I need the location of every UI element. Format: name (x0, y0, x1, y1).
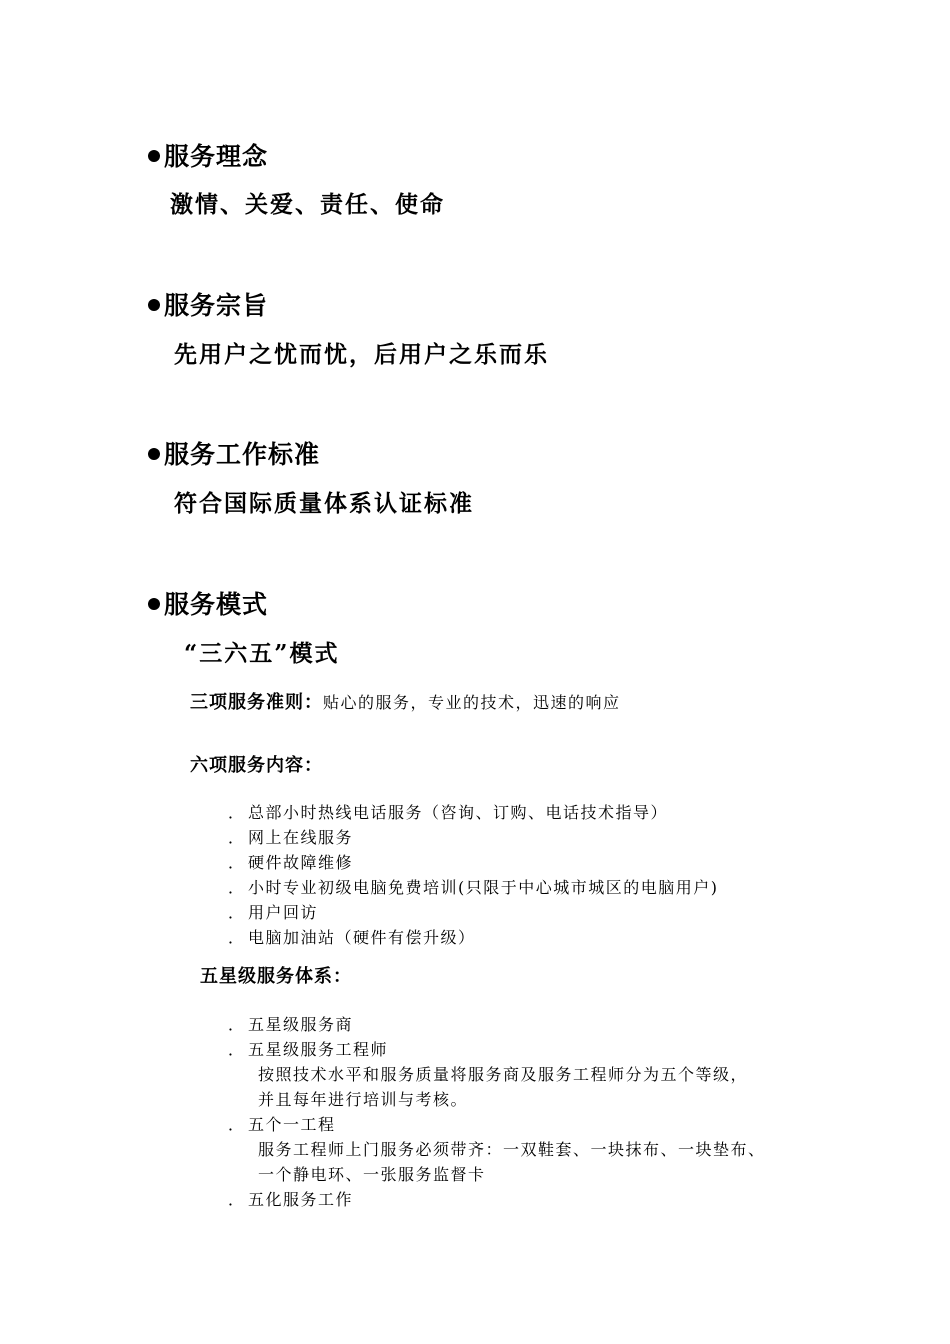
section-text-purpose: 先用户之忧而忧，后用户之乐而乐 (174, 341, 549, 368)
mode-subtitle: “三六五”模式 (184, 640, 340, 667)
five-star-label: 五星级服务体系： (200, 966, 352, 987)
list-item: ． 五星级服务工程师 (228, 1040, 389, 1059)
list-item: ． 硬件故障维修 (228, 853, 354, 872)
section-title-mode: 服务模式 (148, 585, 268, 621)
bullet-icon (148, 448, 160, 460)
list-item: ． 总部小时热线电话服务（咨询、订购、电话技术指导） (228, 803, 669, 822)
bullet-icon (148, 299, 160, 311)
three-principles-text: 贴心的服务，专业的技术，迅速的响应 (323, 693, 621, 712)
section-text-standard: 符合国际质量体系认证标准 (174, 490, 474, 517)
project-description-line: 服务工程师上门服务必须带齐：一双鞋套、一块抹布、一块垫布、 (258, 1140, 766, 1159)
engineer-description-line: 按照技术水平和服务质量将服务商及服务工程师分为五个等级， (258, 1065, 749, 1084)
engineer-description-line: 并且每年进行培训与考核。 (258, 1090, 469, 1109)
list-item: ． 五化服务工作 (228, 1190, 354, 1209)
project-description-line: 一个静电环、一张服务监督卡 (258, 1165, 486, 1184)
list-item: ． 电脑加油站（硬件有偿升级） (228, 928, 476, 947)
section-title-idea: 服务理念 (148, 137, 268, 173)
section-title-purpose: 服务宗旨 (148, 286, 268, 322)
section-text-idea: 激情、关爱、责任、使命 (170, 191, 445, 218)
list-item: ． 五星级服务商 (228, 1015, 354, 1034)
section-title-standard: 服务工作标准 (148, 435, 320, 471)
three-principles (190, 688, 621, 714)
list-item: ． 用户回访 (228, 903, 319, 922)
list-item: ． 小时专业初级电脑免费培训(只限于中心城市城区的电脑用户) (228, 878, 719, 897)
bullet-icon (148, 150, 160, 162)
list-item: ． 五个一工程 (228, 1115, 336, 1134)
bullet-icon (148, 598, 160, 610)
six-contents-label: 六项服务内容： (190, 755, 323, 776)
list-item: ． 网上在线服务 (228, 828, 354, 847)
three-principles-label: 三项服务准则： (190, 692, 323, 713)
